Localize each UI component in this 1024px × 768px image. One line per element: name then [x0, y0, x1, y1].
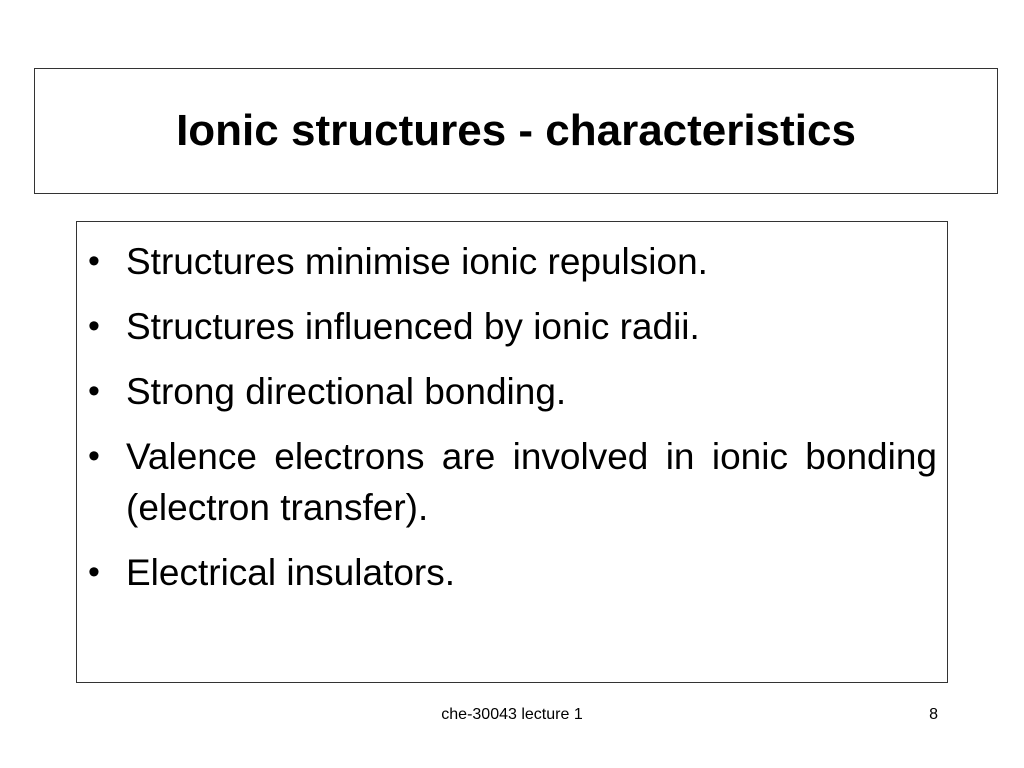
content-placeholder — [76, 221, 948, 683]
slide-title: Ionic structures - characteristics — [176, 106, 856, 155]
bullet-icon: • — [88, 553, 100, 591]
bullet-item — [77, 236, 937, 287]
bullet-icon: • — [88, 437, 100, 475]
footer-caption: che-30043 lecture 1 — [441, 706, 583, 723]
title-placeholder — [34, 68, 998, 194]
bullet-text: Strong directional bonding. — [126, 371, 567, 412]
bullet-icon: • — [88, 242, 100, 280]
bullet-item — [77, 301, 937, 352]
bullet-text: Structures minimise ionic repulsion. — [126, 241, 708, 282]
bullet-item — [77, 547, 937, 598]
page-number: 8 — [929, 706, 938, 723]
bullet-icon: • — [88, 372, 100, 410]
bullet-text: Valence electrons are involved in ionic bonding (electron transfer). — [126, 436, 937, 528]
bullet-item — [77, 431, 937, 533]
bullet-list — [77, 236, 937, 598]
bullet-icon: • — [88, 307, 100, 345]
bullet-item — [77, 366, 937, 417]
bullet-text: Electrical insulators. — [126, 552, 456, 593]
bullet-text: Structures influenced by ionic radii. — [126, 306, 700, 347]
